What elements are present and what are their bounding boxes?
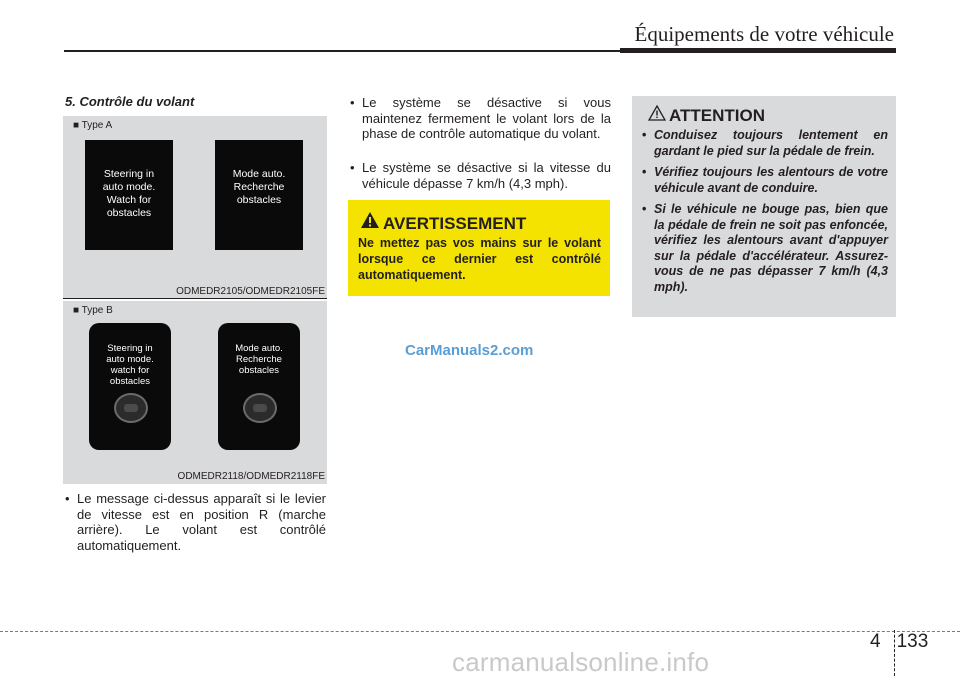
display-screen-en (89, 323, 171, 450)
caution-item (642, 128, 888, 159)
display-screen-en (85, 140, 173, 250)
page-number-value: 133 (896, 631, 929, 652)
steering-wheel-icon (114, 393, 148, 423)
bullet-dot-icon: • (350, 160, 355, 175)
bullet-dot-icon: • (350, 95, 355, 110)
display-screen-fr (215, 140, 303, 250)
site-watermark: carmanualsonline.info (452, 647, 710, 677)
page-header-title: Équipements de votre véhicule (634, 22, 894, 46)
caution-text: Si le véhicule ne bouge pas, bien que la pédale de frein ne soit pas enfoncée, vérifiez les alentours avant d'appuyer sur la pédale d'accélérateur. Assurez-vous de ne pas dépasser 7 km/h (4,3 mph). (654, 202, 888, 294)
display-message: Steering in auto mode. Watch for obstacles (102, 168, 156, 219)
bullet-text: Le système se désactive si la vitesse du véhicule dépasse 7 km/h (4,3 mph). (362, 160, 611, 191)
chapter-number: 4 (870, 631, 881, 652)
bullet-item (350, 95, 611, 142)
section-title: 5. Contrôle du volant (65, 94, 195, 109)
warning-title: AVERTISSEMENT (383, 214, 527, 233)
steering-wheel-icon (243, 393, 277, 423)
bullet-item (350, 160, 611, 191)
warning-triangle-icon (360, 211, 380, 229)
watermark-link[interactable]: CarManuals2.com (405, 342, 534, 359)
caution-list (642, 128, 888, 301)
figure-type-b (63, 301, 327, 484)
bullet-text: Le système se désactive si vous maintenez fermement le volant lors de la phase de contrôle automatique du volant. (362, 95, 611, 141)
caution-triangle-icon (648, 105, 666, 121)
warning-text: Ne mettez pas vos mains sur le volant lorsque ce dernier est contrôlé automatiquement. (358, 236, 601, 282)
figure-code: ODMEDR2105/ODMEDR2105FE (176, 286, 325, 297)
caution-item (642, 165, 888, 196)
footer-rule (0, 631, 960, 632)
page-number (870, 631, 928, 653)
display-screen-fr (218, 323, 300, 450)
bullet-dot-icon: • (65, 491, 70, 506)
bullet-item (65, 491, 326, 553)
display-message: Mode auto. Recherche obstacles (232, 168, 286, 206)
figure-type-label: ■ Type B (73, 305, 113, 316)
display-message: Steering in auto mode. watch for obstacles (106, 343, 154, 387)
bullet-dot-icon: • (642, 202, 647, 216)
bullet-dot-icon: • (642, 128, 647, 142)
caution-text: Conduisez toujours lentement en gardant le pied sur la pédale de frein. (654, 128, 888, 158)
figure-code: ODMEDR2118/ODMEDR2118FE (177, 471, 325, 482)
caution-item (642, 202, 888, 295)
caution-box (632, 96, 896, 317)
figure-type-a (63, 116, 327, 298)
caution-text: Vérifiez toujours les alentours de votre véhicule avant de conduire. (654, 165, 888, 195)
bullet-dot-icon: • (642, 165, 647, 179)
warning-box (348, 200, 610, 296)
caution-title: ATTENTION (669, 106, 766, 125)
header-rule-accent (620, 48, 896, 53)
figure-type-label: ■ Type A (73, 120, 113, 131)
bullet-text: Le message ci-dessus apparaît si le levier de vitesse est en position R (marche arrière). Le volant est contrôlé automatiquement. (77, 491, 326, 553)
figure-separator (63, 298, 327, 299)
display-message: Mode auto. Recherche obstacles (235, 343, 283, 376)
